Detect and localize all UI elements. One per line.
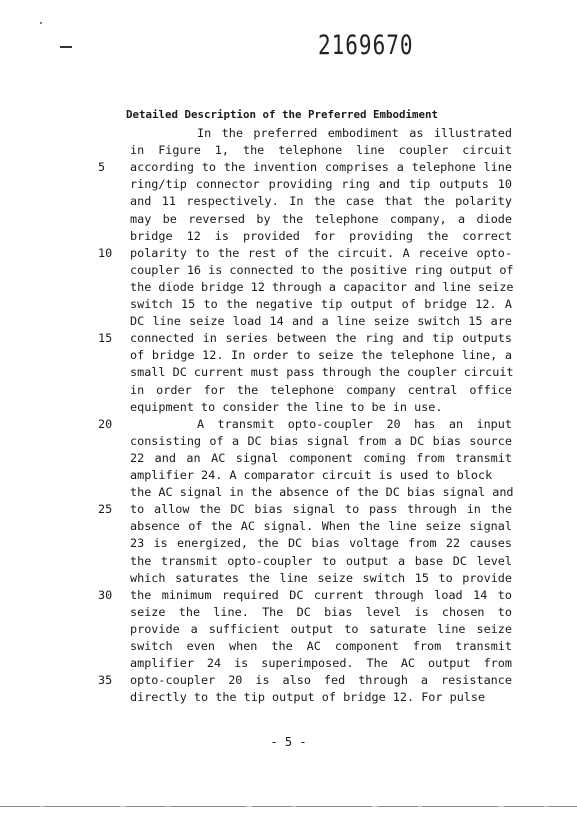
body-line: directly to the tip output of bridge 12. For pulse [130, 690, 486, 704]
body-line: the minimum required DC current through load 14 to [130, 588, 512, 602]
margin-dash-mark [60, 46, 72, 48]
patent-number: 2169670 [318, 30, 414, 60]
body-line: ring/tip connector providing ring and tip outputs 10 [130, 177, 512, 191]
body-line: opto-coupler 20 is also fed through a resistance [130, 673, 512, 687]
body-line: and 11 respectively. In the case that the polarity [130, 194, 512, 208]
body-line: seize the line. The DC bias level is chosen to [130, 605, 512, 619]
section-heading: Detailed Description of the Preferred Embodiment [126, 108, 439, 121]
body-line: amplifier 24. A comparator circuit is used to block [130, 468, 493, 482]
line-number: 25 [98, 502, 113, 516]
scan-speck [40, 22, 42, 24]
body-line: absence of the AC signal. When the line seize signal [130, 519, 512, 533]
body-line: 23 is energized, the DC bias voltage from 22 causes [130, 536, 512, 550]
line-number: 10 [98, 246, 113, 260]
body-line: the diode bridge 12 through a capacitor and line seize [130, 280, 514, 294]
body-line: in order for the telephone company central office [130, 383, 512, 397]
body-line: small DC current must pass through the coupler circuit [130, 365, 514, 379]
body-line: the AC signal in the absence of the DC bias signal and [130, 485, 514, 499]
body-line: the transmit opto-coupler to output a base DC level [130, 554, 512, 568]
body-line: switch even when the AC component from transmit [130, 639, 512, 653]
body-line: may be reversed by the telephone company, a diode [130, 212, 512, 226]
body-line: to allow the DC bias signal to pass through in the [130, 502, 512, 516]
body-line: switch 15 to the negative tip output of bridge 12. A [130, 297, 512, 311]
line-number: 15 [98, 331, 113, 345]
body-line: according to the invention comprises a telephone line [130, 160, 512, 174]
body-line: of bridge 12. In order to seize the telephone line, a [130, 348, 512, 362]
body-line: In the preferred embodiment as illustrated [197, 126, 512, 140]
line-number: 30 [98, 588, 113, 602]
body-line: polarity to the rest of the circuit. A receive opto- [130, 246, 512, 260]
body-line: equipment to consider the line to be in use. [130, 400, 443, 414]
body-line: amplifier 24 is superimposed. The AC output from [130, 656, 512, 670]
line-number: 5 [98, 160, 106, 174]
body-line: coupler 16 is connected to the positive ring output of [130, 263, 514, 277]
body-line: connected in series between the ring and tip outputs [130, 331, 512, 345]
body-line: in Figure 1, the telephone line coupler circuit [130, 143, 512, 157]
line-number: 20 [98, 417, 113, 431]
body-line: which saturates the line seize switch 15 to provide [130, 571, 512, 585]
body-line: consisting of a DC bias signal from a DC bias source [130, 434, 512, 448]
body-line: DC line seize load 14 and a line seize switch 15 are [130, 314, 512, 328]
bottom-scan-rule [0, 806, 577, 807]
body-line: A transmit opto-coupler 20 has an input [197, 417, 512, 431]
line-number: 35 [98, 673, 113, 687]
body-line: bridge 12 is provided for providing the correct [130, 229, 512, 243]
body-line: provide a sufficient output to saturate line seize [130, 622, 512, 636]
body-line: 22 and an AC signal component coming from transmit [130, 451, 512, 465]
page-number: - 5 - [270, 735, 307, 749]
